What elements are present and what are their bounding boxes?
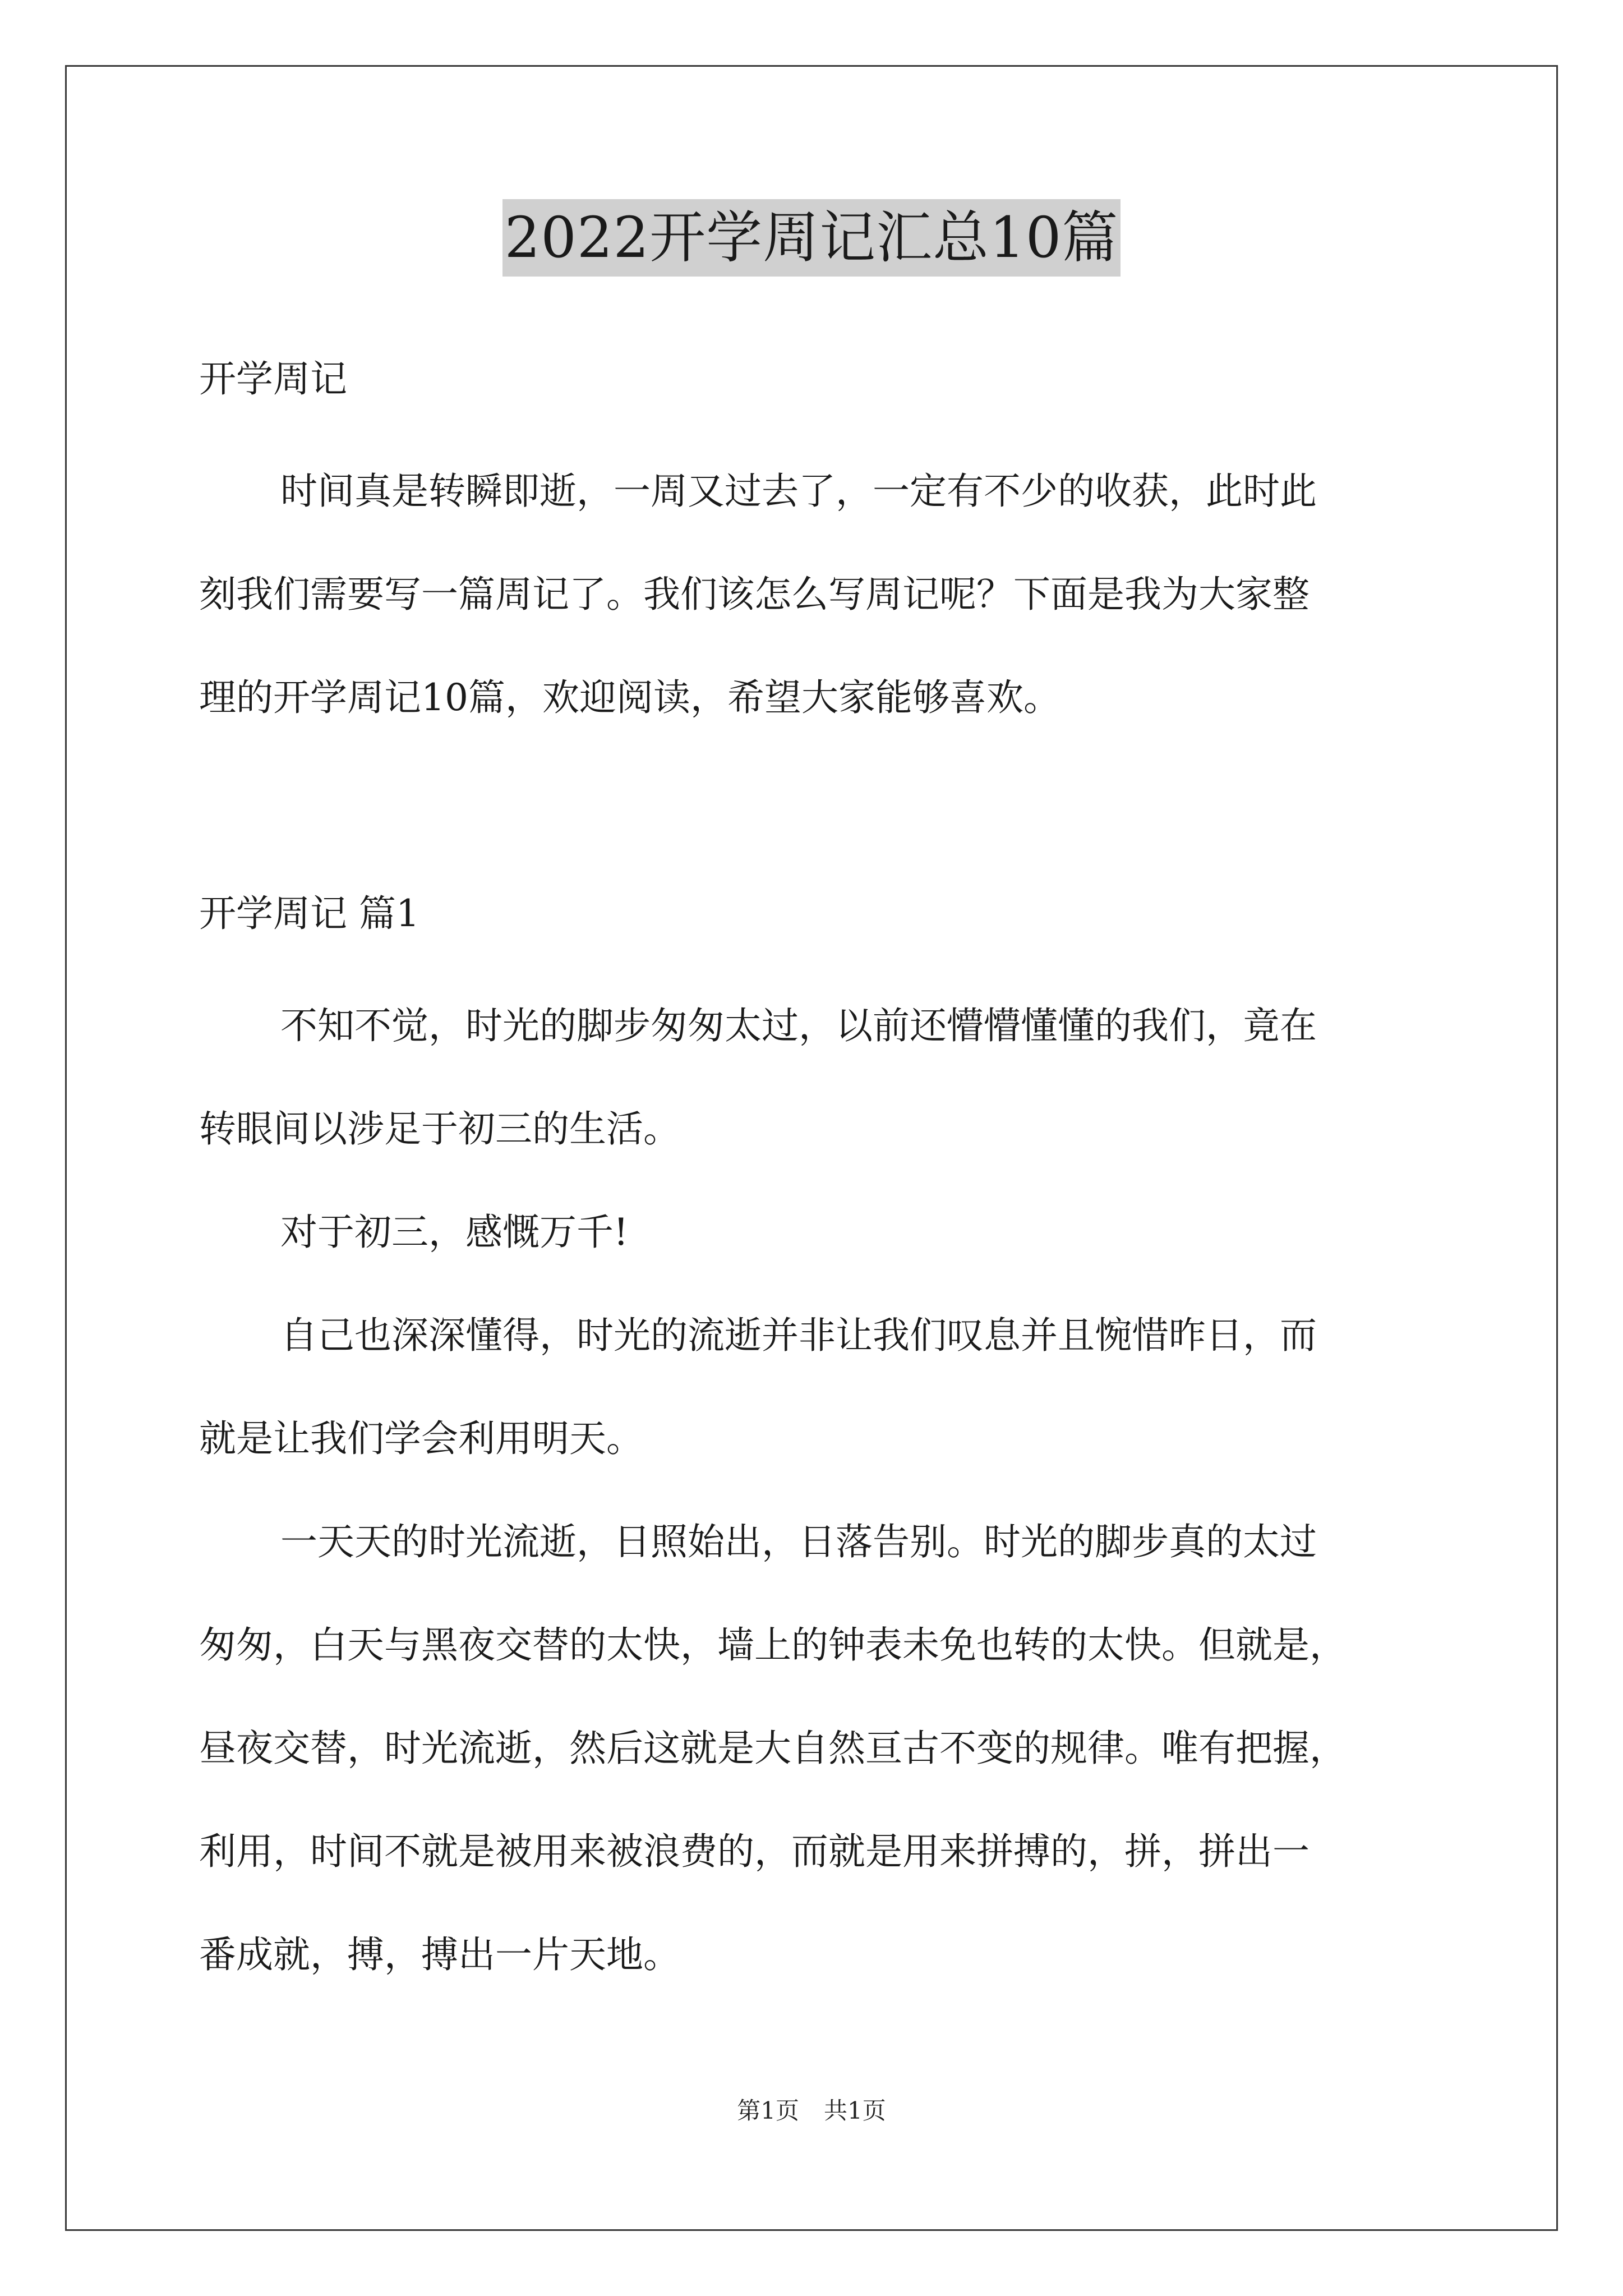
document-title: 2022开学周记汇总10篇 xyxy=(502,199,1121,277)
paragraph-line: 利用，时间不就是被用来被浪费的，而就是用来拼搏的，拼，拼出一 xyxy=(199,1830,1310,1873)
paragraph-line: 自己也深深懂得，时光的流逝并非让我们叹息并且惋惜昨日，而 xyxy=(280,1314,1317,1357)
paragraph-line: 对于初三，感慨万千! xyxy=(280,1211,629,1254)
title-container xyxy=(0,199,1623,277)
intro-line: 时间真是转瞬即逝，一周又过去了，一定有不少的收获，此时此 xyxy=(280,470,1317,513)
paragraph-line: 番成就，搏，搏出一片天地。 xyxy=(199,1933,680,1976)
paragraph-line: 转眼间以涉足于初三的生活。 xyxy=(199,1107,680,1151)
section-heading: 开学周记 xyxy=(199,357,347,401)
paragraph-line: 就是让我们学会利用明天。 xyxy=(199,1417,643,1460)
paragraph-line: 昼夜交替，时光流逝，然后这就是大自然亘古不变的规律。唯有把握， xyxy=(199,1727,1347,1770)
article-heading: 开学周记 篇1 xyxy=(199,892,419,935)
page-number: 第1页 xyxy=(737,2097,799,2124)
page-total: 共1页 xyxy=(824,2097,886,2124)
article-body xyxy=(199,974,1427,2007)
intro-line: 刻我们需要写一篇周记了。我们该怎么写周记呢？下面是我为大家整 xyxy=(199,573,1310,616)
paragraph-line: 匆匆，白天与黑夜交替的太快，墙上的钟表未免也转的太快。但就是， xyxy=(199,1623,1347,1667)
page-footer xyxy=(0,2092,1623,2126)
intro-paragraph xyxy=(199,440,1427,749)
paragraph-line: 不知不觉，时光的脚步匆匆太过，以前还懵懵懂懂的我们，竟在 xyxy=(280,1004,1317,1047)
paragraph-line: 一天天的时光流逝，日照始出，日落告别。时光的脚步真的太过 xyxy=(280,1520,1317,1563)
intro-line: 理的开学周记10篇，欢迎阅读，希望大家能够喜欢。 xyxy=(199,676,1061,719)
